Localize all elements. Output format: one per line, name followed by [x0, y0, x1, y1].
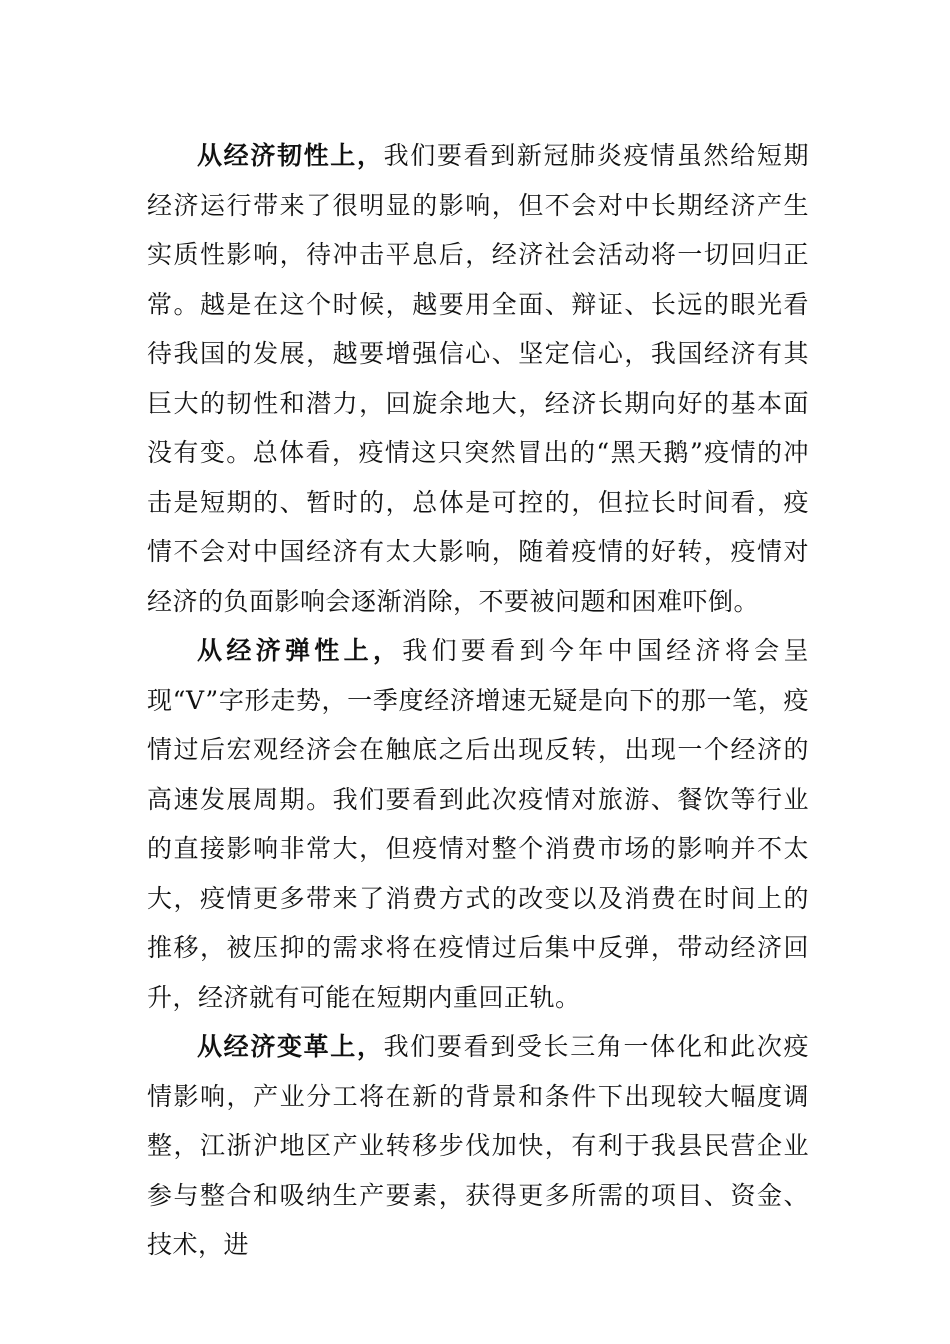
paragraph-lead-heading: 从经济弹性上， — [197, 636, 403, 665]
paragraph-body: 我们要看到今年中国经济将会呈现“V”字形走势，一季度经济增速无疑是向下的那一笔，疫情过后宏观经济会在触底之后出现反转，出现一个经济的高速发展周期。我们要看到此次疫情对旅游、餐饮等行业的直接影响非常大，但疫情对整个消费市场的影响并不太大，疫情更多带来了消费方式的改变以及消费在时间上的推移，被压抑的需求将在疫情过后集中反弹，带动经济回升，经济就有可能在短期内重回正轨。 — [147, 636, 809, 1012]
paragraph-lead-heading: 从经济变革上， — [197, 1032, 384, 1061]
paragraph-lead-heading: 从经济韧性上， — [197, 141, 384, 170]
paragraph-economic-reform — [147, 1022, 809, 1270]
paragraph-body: 我们要看到新冠肺炎疫情虽然给短期经济运行带来了很明显的影响，但不会对中长期经济产生实质性影响，待冲击平息后，经济社会活动将一切回归正常。越是在这个时候，越要用全面、辩证、长远的眼光看待我国的发展，越要增强信心、坚定信心，我国经济有其巨大的韧性和潜力，回旋余地大，经济长期向好的基本面没有变。总体看，疫情这只突然冒出的“黑天鹅”疫情的冲击是短期的、暂时的，总体是可控的，但拉长时间看，疫情不会对中国经济有太大影响，随着疫情的好转，疫情对经济的负面影响会逐渐消除，不要被问题和困难吓倒。 — [147, 141, 809, 616]
paragraph-body: 我们要看到受长三角一体化和此次疫情影响，产业分工将在新的背景和条件下出现较大幅度调整，江浙沪地区产业转移步伐加快，有利于我县民营企业参与整合和吸纳生产要素，获得更多所需的项目、资金、技术，进 — [147, 1032, 809, 1259]
paragraph-economic-elasticity — [147, 626, 809, 1022]
paragraph-economic-resilience — [147, 131, 809, 626]
